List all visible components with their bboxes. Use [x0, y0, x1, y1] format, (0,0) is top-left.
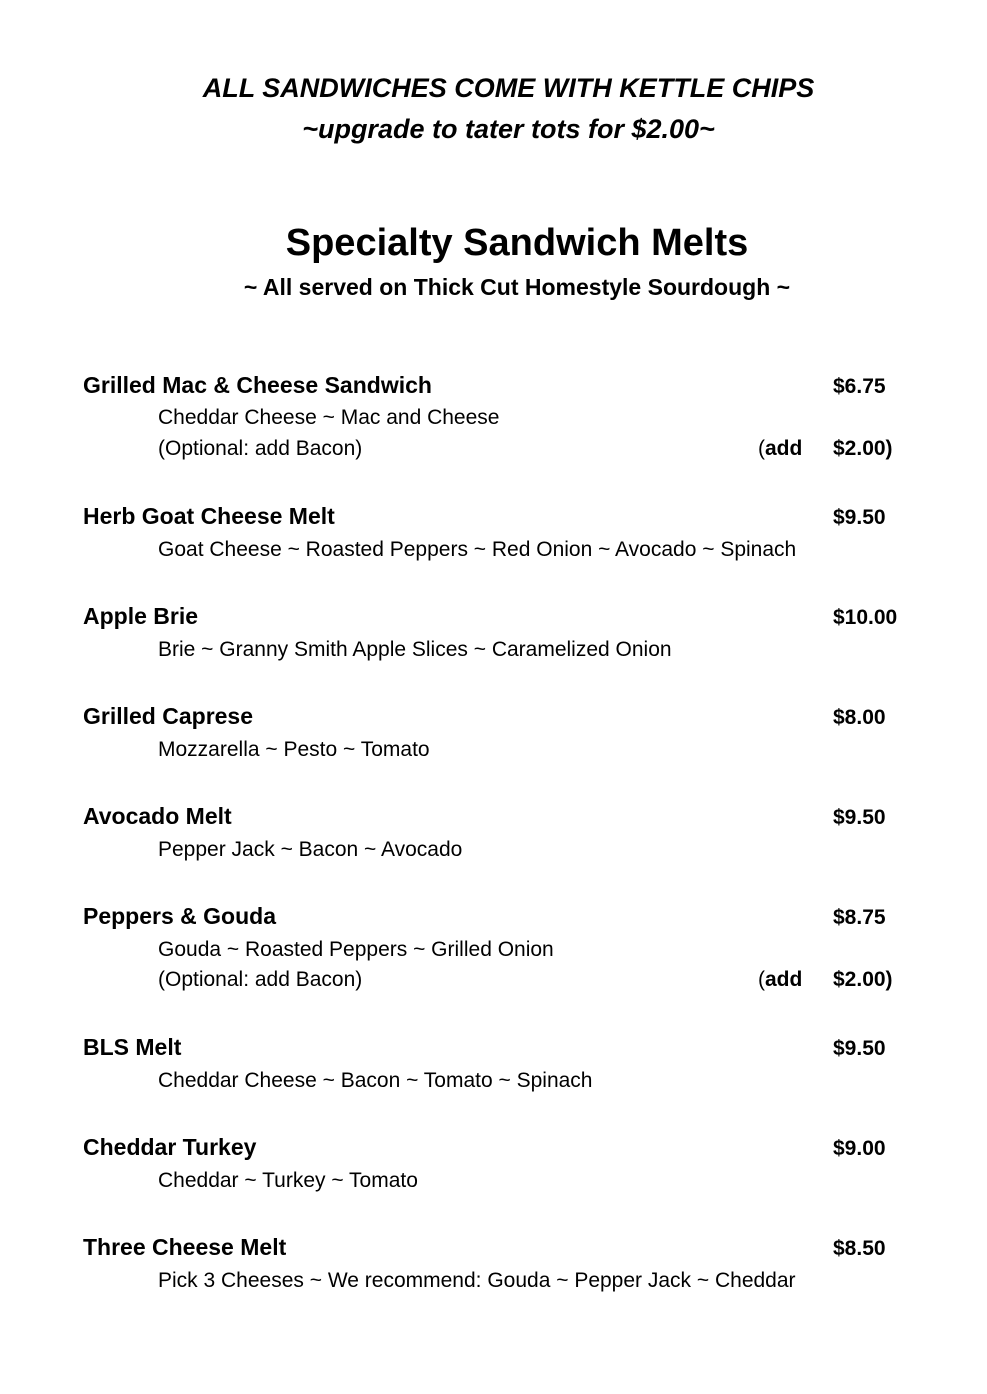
menu-item-name: Apple Brie	[83, 603, 199, 629]
menu-item-description: Goat Cheese ~ Roasted Peppers ~ Red Onion ~ Avocado ~ Spinach	[158, 538, 797, 561]
addon-label: (Optional: add Bacon)	[158, 437, 363, 460]
menu-item-description: Mozzarella ~ Pesto ~ Tomato	[158, 738, 430, 761]
menu-item-description: Cheddar ~ Turkey ~ Tomato	[158, 1169, 418, 1192]
menu-item-name: Grilled Mac & Cheese Sandwich	[83, 372, 432, 398]
menu-item-name: BLS Melt	[83, 1034, 182, 1060]
addon-paren: (	[758, 437, 765, 460]
menu-item-name: Peppers & Gouda	[83, 903, 276, 929]
addon-add-label	[758, 966, 802, 994]
menu-item-price: $8.50	[833, 1237, 886, 1260]
chips-notice: ALL SANDWICHES COME WITH KETTLE CHIPS	[202, 73, 815, 103]
menu-item-name: Three Cheese Melt	[83, 1234, 287, 1260]
menu-item-description: Pick 3 Cheeses ~ We recommend: Gouda ~ Pepper Jack ~ Cheddar	[158, 1269, 796, 1292]
menu-item-price: $10.00	[833, 606, 898, 629]
addon-add-word: add	[765, 968, 803, 991]
menu-item-price: $6.75	[833, 375, 886, 398]
menu-item-description: Pepper Jack ~ Bacon ~ Avocado	[158, 838, 463, 861]
menu-item-price: $8.00	[833, 706, 886, 729]
section-subtitle: ~ All served on Thick Cut Homestyle Sourdough ~	[243, 274, 791, 300]
menu-item-price: $8.75	[833, 906, 886, 929]
menu-item-description: Cheddar Cheese ~ Mac and Cheese	[158, 406, 500, 429]
menu-item-name: Cheddar Turkey	[83, 1134, 257, 1160]
menu-item-price: $9.50	[833, 1037, 886, 1060]
addon-paren: (	[758, 968, 765, 991]
addon-add-label	[758, 435, 802, 463]
menu-item-description: Gouda ~ Roasted Peppers ~ Grilled Onion	[158, 938, 554, 961]
menu-item-name: Avocado Melt	[83, 803, 232, 829]
menu-item-price: $9.00	[833, 1137, 886, 1160]
menu-item-description: Cheddar Cheese ~ Bacon ~ Tomato ~ Spinach	[158, 1069, 593, 1092]
menu-item-description: Brie ~ Granny Smith Apple Slices ~ Caramelized Onion	[158, 638, 672, 661]
tater-tots-upgrade-notice: ~upgrade to tater tots for $2.00~	[302, 114, 715, 144]
menu-item-name: Herb Goat Cheese Melt	[83, 503, 335, 529]
menu-item-name: Grilled Caprese	[83, 703, 254, 729]
section-title: Specialty Sandwich Melts	[285, 222, 749, 264]
menu-item-price: $9.50	[833, 506, 886, 529]
addon-price: $2.00)	[833, 968, 893, 991]
addon-price: $2.00)	[833, 437, 893, 460]
menu-item-price: $9.50	[833, 806, 886, 829]
addon-add-word: add	[765, 437, 803, 460]
addon-label: (Optional: add Bacon)	[158, 968, 363, 991]
